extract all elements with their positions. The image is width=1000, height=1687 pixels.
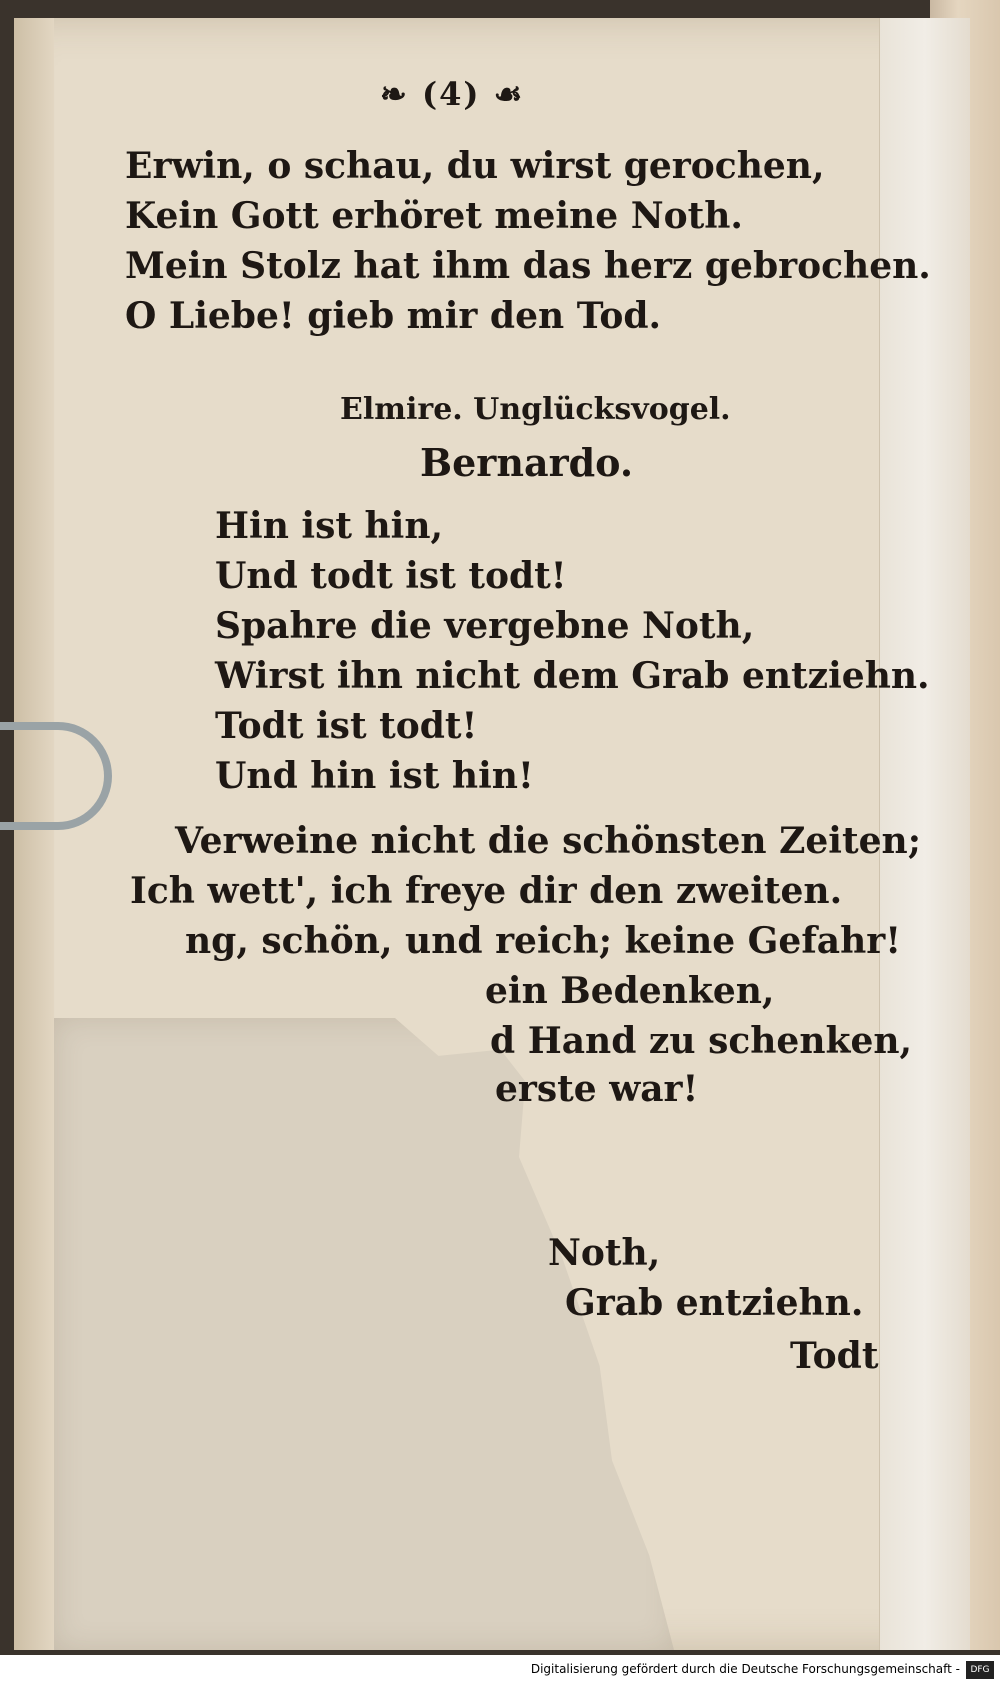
- stanza3-line-5: d Hand zu schenken,: [490, 1020, 913, 1062]
- stanza1-line-4: O Liebe! gieb mir den Tod.: [125, 295, 662, 337]
- song-line-2: Und todt ist todt!: [215, 555, 567, 597]
- torn-paper-area: [54, 1018, 674, 1650]
- stanza1-line-3: Mein Stolz hat ihm das herz gebrochen.: [125, 245, 931, 287]
- stanza1-line-1: Erwin, o schau, du wirst gerochen,: [125, 145, 825, 187]
- song-line-6: Und hin ist hin!: [215, 755, 534, 797]
- stanza3-line-3: ng, schön, und reich; keine Gefahr!: [185, 920, 902, 962]
- page-gutter-shadow: [14, 18, 54, 1650]
- funding-credit: Digitalisierung gefördert durch die Deutsche Forschungsgemeinschaft -: [530, 1662, 960, 1676]
- paperclip: [0, 722, 112, 830]
- dfg-logo-icon: DFG: [966, 1661, 994, 1679]
- song-line-4: Wirst ihn nicht dem Grab entziehn.: [215, 655, 930, 697]
- stanza3-line-2: Ich wett', ich freye dir den zweiten.: [130, 870, 843, 912]
- digitization-footer: [0, 1655, 1000, 1687]
- stanza3-line-6: erste war!: [495, 1068, 699, 1110]
- catchword: Todt: [790, 1335, 879, 1377]
- page-header: ❧ (4) ☙: [380, 75, 525, 113]
- song-line-5: Todt ist todt!: [215, 705, 478, 747]
- stanza4-line-2: Grab entziehn.: [565, 1282, 864, 1324]
- song-line-1: Hin ist hin,: [215, 505, 444, 547]
- section-heading: Elmire. Unglücksvogel.: [340, 392, 731, 427]
- stanza1-line-2: Kein Gott erhöret meine Noth.: [125, 195, 743, 237]
- stanza4-line-1: Noth,: [548, 1232, 661, 1274]
- song-line-3: Spahre die vergebne Noth,: [215, 605, 755, 647]
- stanza3-line-1: Verweine nicht die schönsten Zeiten;: [175, 820, 921, 862]
- stanza3-line-4: ein Bedenken,: [485, 970, 775, 1012]
- speaker-name: Bernardo.: [420, 440, 634, 485]
